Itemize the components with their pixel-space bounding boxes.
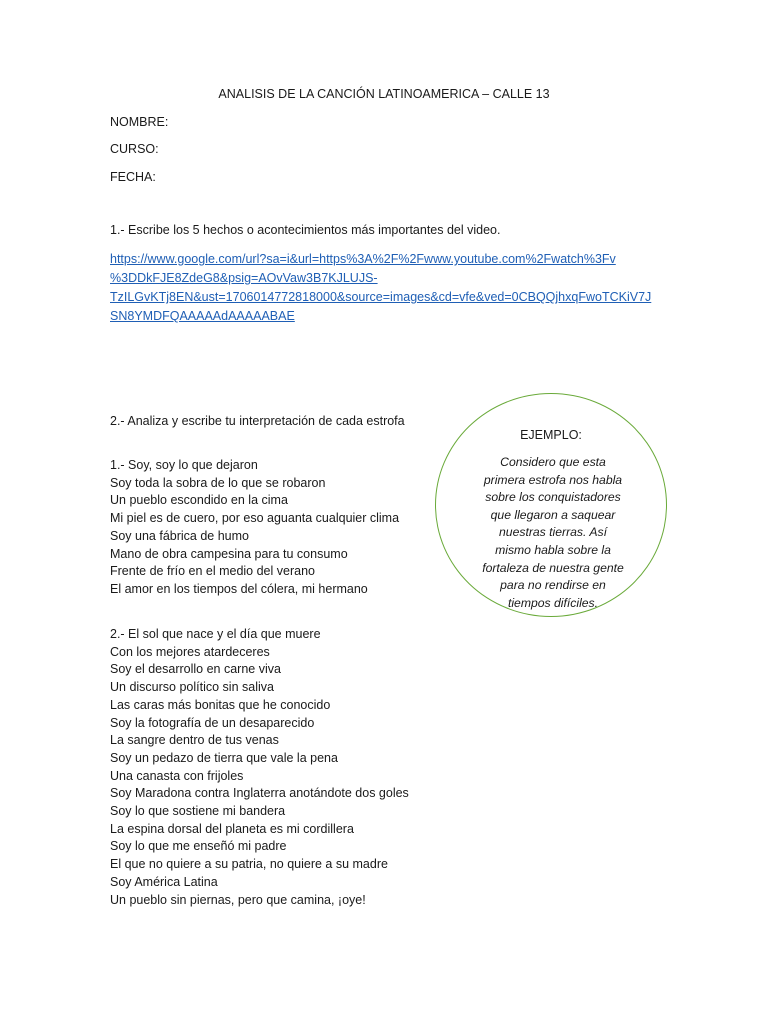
document-title: ANALISIS DE LA CANCIÓN LATINOAMERICA – CALLE 13 xyxy=(218,87,550,101)
verse-line: Con los mejores atardeceres xyxy=(110,644,270,659)
example-text: Considero que esta primera estrofa nos habla sobre los conquistadores que llegaron a saquear nuestras tierras. Así mismo habla sobre la fortaleza de nuestra gente para no rendirse en tiempos difíciles. xyxy=(482,455,624,610)
verse-line: Un discurso político sin saliva xyxy=(110,680,274,695)
nombre-label: NOMBRE: xyxy=(110,115,169,129)
verse-line: 1.- Soy, soy lo que dejaron xyxy=(110,458,258,472)
verse-line: Soy lo que sostiene mi bandera xyxy=(110,804,286,819)
verse-line: Soy un pedazo de tierra que vale la pena xyxy=(110,750,338,765)
verse-line: 2.- El sol que nace y el día que muere xyxy=(110,627,321,641)
verse-line: Frente de frío en el medio del verano xyxy=(110,564,315,579)
video-link[interactable] xyxy=(110,250,670,326)
verse-line: Un pueblo escondido en la cima xyxy=(110,493,288,508)
question-2: 2.- Analiza y escribe tu interpretación de cada estrofa xyxy=(110,414,405,428)
example-callout xyxy=(435,393,667,617)
example-title: EJEMPLO: xyxy=(520,428,582,442)
verse-line: Las caras más bonitas que he conocido xyxy=(110,697,331,712)
curso-label: CURSO: xyxy=(110,142,159,156)
stanza-1 xyxy=(110,457,399,599)
verse-line: El que no quiere a su patria, no quiere a su madre xyxy=(110,857,388,872)
verse-line: Soy América Latina xyxy=(110,874,218,889)
verse-line: Soy una fábrica de humo xyxy=(110,528,249,543)
verse-line: Soy la fotografía de un desaparecido xyxy=(110,715,315,730)
verse-line: El amor en los tiempos del cólera, mi hermano xyxy=(110,581,368,596)
video-link-line[interactable]: %3DDkFJE8ZdeG8&psig=AOvVaw3B7KJLUJS- xyxy=(110,271,378,285)
verse-line: La espina dorsal del planeta es mi cordillera xyxy=(110,821,354,836)
video-link-line[interactable]: TzILGvKTj8EN&ust=1706014772818000&source=images&cd=vfe&ved=0CBQQjhxqFwoTCKiV7J xyxy=(110,290,652,304)
verse-line: Soy Maradona contra Inglaterra anotándote dos goles xyxy=(110,786,409,801)
stanza-2 xyxy=(110,626,409,909)
video-link-line[interactable]: https://www.google.com/url?sa=i&url=https%3A%2F%2Fwww.youtube.com%2Fwatch%3Fv xyxy=(110,252,616,266)
verse-line: La sangre dentro de tus venas xyxy=(110,733,279,748)
verse-line: Una canasta con frijoles xyxy=(110,768,244,783)
fecha-label: FECHA: xyxy=(110,170,156,184)
verse-line: Un pueblo sin piernas, pero que camina, ¡oye! xyxy=(110,892,366,907)
verse-line: Soy lo que me enseñó mi padre xyxy=(110,839,287,854)
verse-line: Soy el desarrollo en carne viva xyxy=(110,662,281,677)
verse-line: Soy toda la sobra de lo que se robaron xyxy=(110,475,326,490)
question-1: 1.- Escribe los 5 hechos o acontecimientos más importantes del video. xyxy=(110,223,501,237)
verse-line: Mano de obra campesina para tu consumo xyxy=(110,546,348,561)
verse-line: Mi piel es de cuero, por eso aguanta cualquier clima xyxy=(110,511,400,526)
video-link-line[interactable]: SN8YMDFQAAAAAdAAAAABAE xyxy=(110,309,295,323)
